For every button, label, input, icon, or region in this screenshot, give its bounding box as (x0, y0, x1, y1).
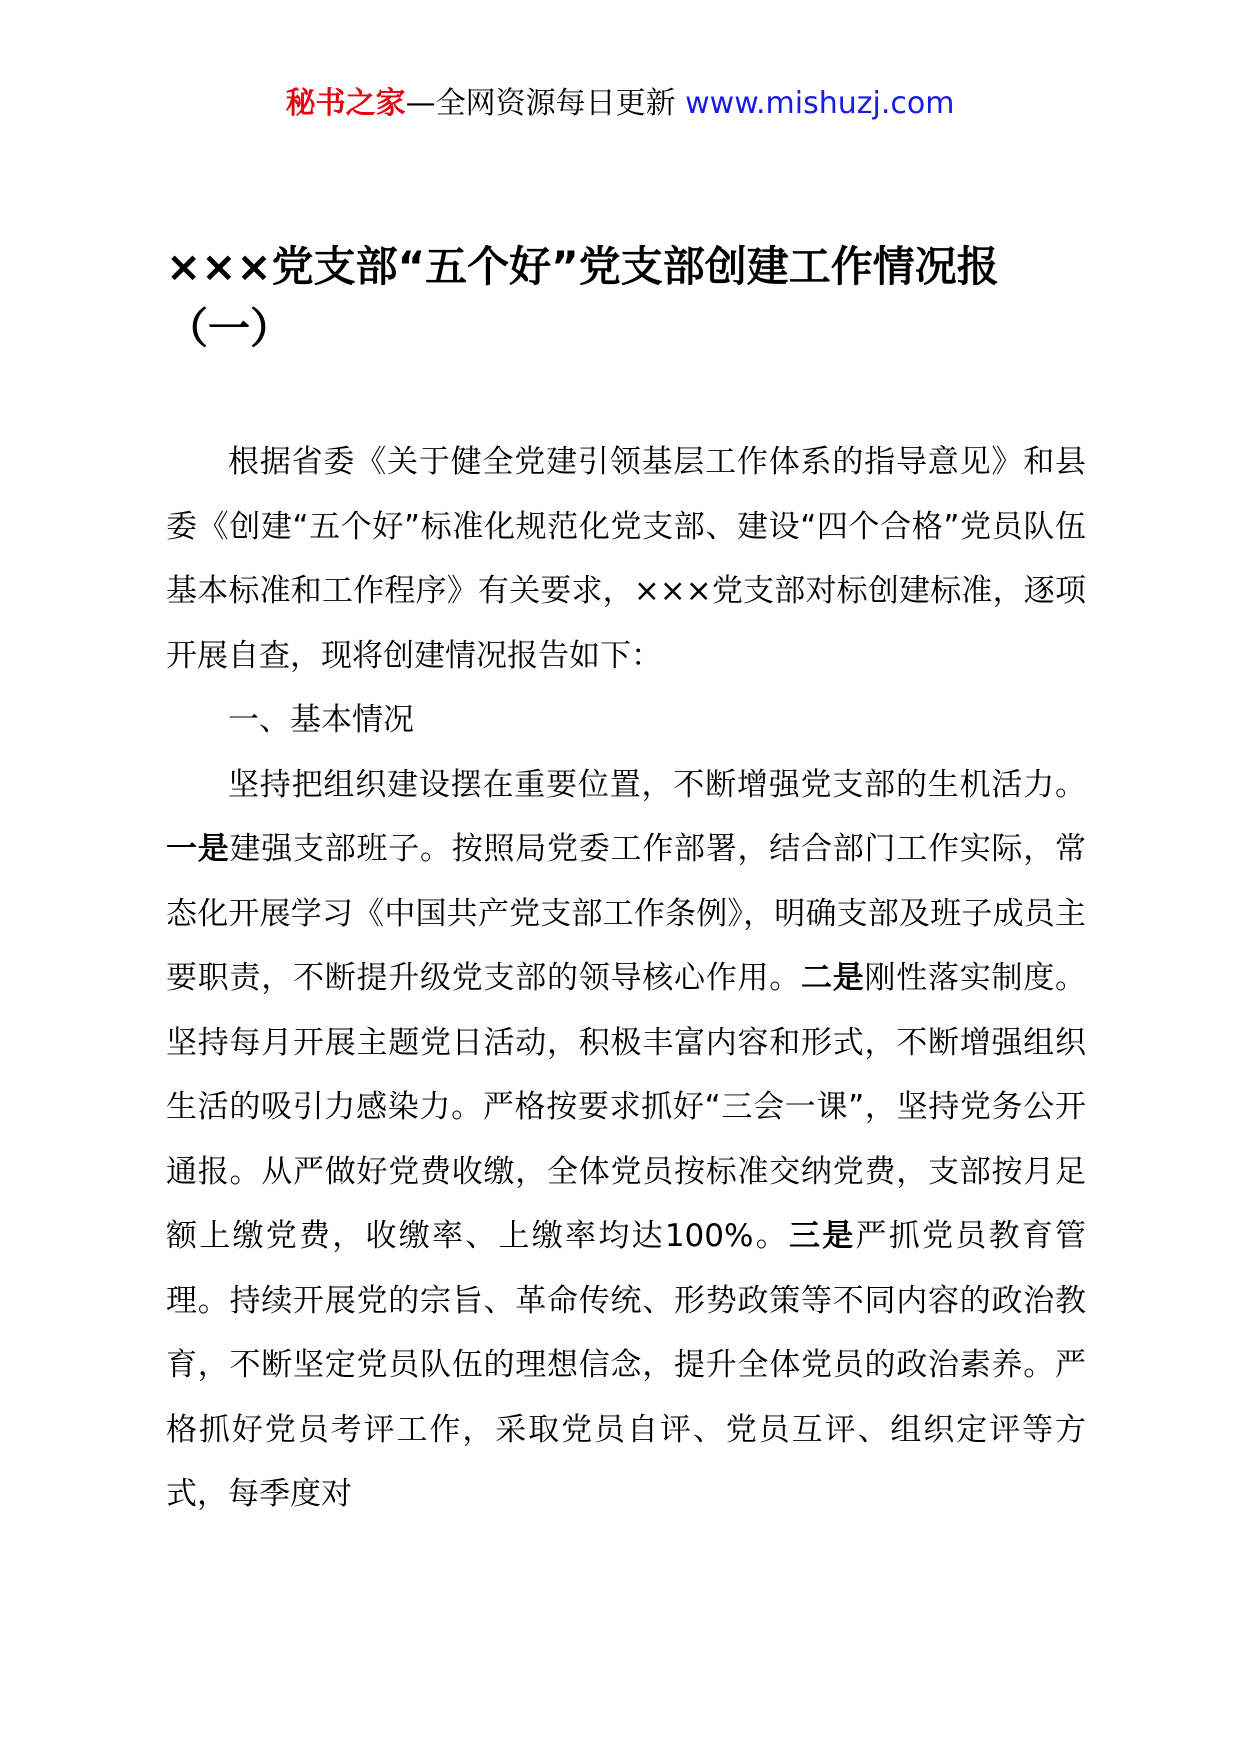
section-heading: 一、基本情况 (228, 702, 414, 738)
document-title: ×××党支部“五个好”党支部创建工作情况报（一） (166, 242, 999, 353)
document-body (166, 430, 1086, 1527)
site-header (0, 84, 1240, 124)
site-tagline: —全网资源每日更新 (405, 86, 686, 121)
point-marker-two: 二是 (801, 960, 865, 996)
site-url-link[interactable]: www.mishuzj.com (685, 86, 955, 121)
paragraph-text: 严抓党员教育管理。持续开展党的宗旨、革命传统、形势政策等不同内容的政治教育，不断坚定党员队伍的理想信念，提升全体党员的政治素养。严格抓好党员考评工作，采取党员自评、党员互评、组织定评等方式，每季度对 (166, 1218, 1087, 1512)
paragraph-text: 坚持把组织建设摆在重要位置，不断增强党支部的生机活力。 (228, 766, 1086, 803)
point-marker-one: 一是 (166, 831, 230, 867)
site-brand: 秘书之家 (285, 86, 406, 121)
paragraph-text: 建强支部班子。按照局党委工作部署，结合部门工作实际，常态化开展学习《中国共产党支部工作条例》，明确支部及班子成员主要职责，不断提升级党支部的领导核心作用。 (166, 831, 1086, 996)
paragraph-text: 刚性落实制度。坚持每月开展主题党日活动，积极丰富内容和形式，不断增强组织生活的吸引力感染力。严格按要求抓好“三会一课”，坚持党务公开通报。从严做好党费收缴，全体党员按标准交纳党费，支部按月足额上缴党费，收缴率、上缴率均达100%。 (166, 960, 1086, 1254)
point-marker-three: 三是 (788, 1218, 856, 1254)
basic-situation-paragraph (166, 753, 1086, 1527)
intro-paragraph: 根据省委《关于健全党建引领基层工作体系的指导意见》和县委《创建“五个好”标准化规范化党支部、建设“四个合格”党员队伍基本标准和工作程序》有关要求，×××党支部对标创建标准，逐项开展自查，现将创建情况报告如下： (166, 444, 1086, 674)
